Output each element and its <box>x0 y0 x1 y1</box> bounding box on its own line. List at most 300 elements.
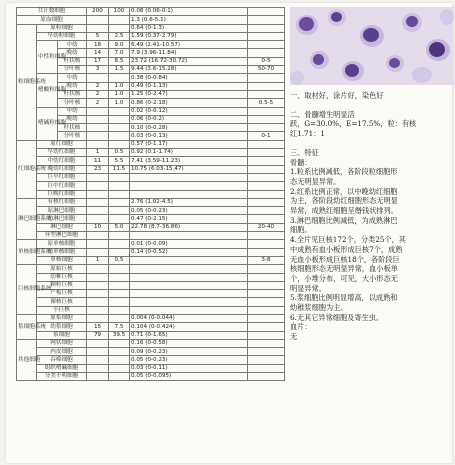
cell-name: 巨中红细胞 <box>37 182 87 190</box>
count-value: 79 <box>87 331 109 339</box>
cell-name: 幼单核细胞 <box>37 248 87 256</box>
percent-value: 0.5 <box>109 149 130 157</box>
reference-value <box>130 298 248 306</box>
count-value: 1 <box>87 149 109 157</box>
count-value: 23 <box>87 165 109 173</box>
reference-value: 0.06 (0-0.2) <box>130 115 248 123</box>
report-sheet <box>6 3 452 463</box>
reference-value: 0.86 (0-2.18) <box>130 99 248 107</box>
reference-value: 0.05 (0-0.23) <box>130 207 248 215</box>
note-line: 3.淋巴细胞比例减低，为成熟淋巴 <box>290 215 398 225</box>
note-line: 血片： <box>290 322 312 332</box>
reference-value: 7.9 (3.96-11.84) <box>130 49 248 57</box>
count-value: 11 <box>87 157 109 165</box>
reference-value: 10.75 (6.03-15.47) <box>130 165 248 173</box>
cell-name: 幼浆细胞 <box>37 323 87 331</box>
table-row <box>17 16 285 24</box>
count-value <box>87 140 109 148</box>
note-line: 二、骨髓增生明显活 <box>290 109 355 119</box>
cell-name: 分叶核 <box>58 99 87 107</box>
count-value: 1 <box>87 256 109 264</box>
count-value: 18 <box>87 41 109 49</box>
percent-value <box>109 132 130 140</box>
cell-name: 中幼 <box>58 74 87 82</box>
table-row <box>17 24 285 32</box>
percent-value: 1.0 <box>109 90 130 98</box>
cell-name: 共计数细胞 <box>17 8 87 16</box>
cell-name: 中幼红细胞 <box>37 157 87 165</box>
count-value <box>87 182 109 190</box>
reference-value: 0.03 (0-0.13) <box>130 132 248 140</box>
percent-value: 9.0 <box>109 41 130 49</box>
category-label: 其他细胞 <box>17 339 37 380</box>
percent-value <box>109 240 130 248</box>
percent-value: 5.0 <box>109 223 130 231</box>
table-row <box>17 373 285 381</box>
reference-value: 0.02 (0-0.12) <box>130 107 248 115</box>
count-value: 3 <box>87 66 109 74</box>
range-value <box>248 331 285 339</box>
percent-value: 11.5 <box>109 165 130 173</box>
note-line: 1.粒系比例减低，各阶段粒细胞形 <box>290 167 398 177</box>
range-value <box>248 124 285 132</box>
cell-name: 分叶核 <box>58 66 87 74</box>
range-value <box>248 165 285 173</box>
reference-value: 0.05 (0-0.095) <box>130 373 248 381</box>
range-value <box>248 157 285 165</box>
count-value <box>87 339 109 347</box>
count-value <box>87 207 109 215</box>
reference-value: 0.57 (0-1.17) <box>130 140 248 148</box>
count-value <box>87 290 109 298</box>
reference-value <box>130 273 248 281</box>
cell-name: 产板巨核 <box>37 290 87 298</box>
table-row <box>17 66 285 74</box>
range-value <box>248 248 285 256</box>
reference-value: 7.41 (3.59-11.23) <box>130 157 248 165</box>
cell-name: 晚幼 <box>58 115 87 123</box>
note-line: 态无明显异常。 <box>290 176 341 186</box>
table-row <box>17 215 285 223</box>
note-line: 一、取材好，涂片好，染色好 <box>290 91 384 100</box>
reference-value <box>130 265 248 273</box>
table-row <box>17 182 285 190</box>
note-line: 骨髓： <box>290 157 312 167</box>
table-row <box>17 157 285 165</box>
count-value: 10 <box>87 223 109 231</box>
percent-value <box>109 190 130 198</box>
reference-value: 6.49 (2.41-10.57) <box>130 41 248 49</box>
category-label: 红细胞系统 <box>17 140 37 198</box>
cell-name: 分叶核 <box>58 132 87 140</box>
reference-value: 0.47 (0-2.15) <box>130 215 248 223</box>
reference-value <box>130 190 248 198</box>
cell-name: 早幼粒细胞 <box>37 32 87 40</box>
count-value: 15 <box>87 323 109 331</box>
table-row <box>17 348 285 356</box>
range-value <box>248 149 285 157</box>
reference-value: 0.08 (0.06-0.1) <box>130 8 248 16</box>
note-line: 明显异常。 <box>290 283 326 293</box>
note-line: 为主，各阶段幼红细胞形态无明显 <box>290 196 398 206</box>
cell-name: 原粒细胞 <box>37 24 87 32</box>
percent-value <box>109 314 130 322</box>
percent-value <box>109 16 130 24</box>
range-value <box>248 281 285 289</box>
count-value <box>87 281 109 289</box>
table-row <box>17 306 285 314</box>
reference-value <box>130 290 248 298</box>
reference-value <box>130 182 248 190</box>
count-value <box>87 16 109 24</box>
percent-value: 100 <box>109 8 130 16</box>
reference-value <box>130 173 248 181</box>
range-value <box>248 356 285 364</box>
percent-value: 1.0 <box>109 99 130 107</box>
table-row <box>17 273 285 281</box>
count-value <box>87 215 109 223</box>
reference-value <box>130 256 248 264</box>
reference-value: 22.78 (8.7-36.86) <box>130 223 248 231</box>
range-value <box>248 41 285 49</box>
subcategory-label: 嗜酸粒细胞 <box>37 74 58 107</box>
percent-value <box>109 298 130 306</box>
percent-value <box>109 265 130 273</box>
report-right-panel <box>290 7 454 342</box>
count-value <box>87 132 109 140</box>
note-line: 幼稚浆细胞为主。 <box>290 303 348 313</box>
cell-name: 晚幼红细胞 <box>37 165 87 173</box>
table-row <box>17 74 285 82</box>
note-line: 5.浆细胞比例明显增高，以成熟和 <box>290 293 398 303</box>
table-row <box>17 323 285 331</box>
range-value: 3-8 <box>248 256 285 264</box>
table-row <box>17 165 285 173</box>
range-value <box>248 306 285 314</box>
range-value <box>248 90 285 98</box>
cell-name: 巨早红细胞 <box>37 173 87 181</box>
microscope-image <box>290 7 454 85</box>
reference-value <box>130 281 248 289</box>
table-row <box>17 149 285 157</box>
count-value <box>87 124 109 132</box>
cell-name: 杆状核 <box>58 124 87 132</box>
cell-name: 原浆细胞 <box>37 314 87 322</box>
count-value <box>87 314 109 322</box>
table-row <box>17 232 285 240</box>
percent-value <box>109 373 130 381</box>
percent-value <box>109 124 130 132</box>
table-row <box>17 339 285 347</box>
category-label: 巨核细胞系统 <box>17 265 37 315</box>
category-label: 浆细胞系统 <box>17 314 37 339</box>
reference-value: 1.25 (0-2.47) <box>130 90 248 98</box>
range-value: 50-70 <box>248 66 285 74</box>
count-value <box>87 232 109 240</box>
table-row <box>17 314 285 322</box>
reference-value: 0.16 (0-0.58) <box>130 339 248 347</box>
count-value <box>87 24 109 32</box>
reference-value: 0.92 (0.1-1.74) <box>130 149 248 157</box>
percent-value: 0.5 <box>109 256 130 264</box>
count-value <box>87 248 109 256</box>
range-value <box>248 32 285 40</box>
reference-value: 0.71 (0-1.65) <box>130 331 248 339</box>
cell-name: 中幼 <box>58 41 87 49</box>
cell-name: 吞噬细胞 <box>37 356 87 364</box>
reference-value: 2.76 (1.02-4.5) <box>130 198 248 206</box>
percent-value <box>109 273 130 281</box>
range-value <box>248 198 285 206</box>
percent-value <box>109 306 130 314</box>
percent-value: 7.5 <box>109 323 130 331</box>
percent-value <box>109 140 130 148</box>
cell-name: 浆细胞 <box>37 331 87 339</box>
range-value <box>248 24 285 32</box>
reference-value: 0.10 (0-0.28) <box>130 124 248 132</box>
count-value: 5 <box>87 32 109 40</box>
cell-name: 晚幼 <box>58 49 87 57</box>
range-value <box>248 348 285 356</box>
count-value <box>87 74 109 82</box>
table-row <box>17 223 285 231</box>
percent-value <box>109 356 130 364</box>
reference-value: 0.14 (0-0.52) <box>130 248 248 256</box>
range-value <box>248 314 285 322</box>
count-value: 200 <box>87 8 109 16</box>
count-value <box>87 240 109 248</box>
reference-value: 0.004 (0-0.044) <box>130 314 248 322</box>
note-line: 异常，成熟红细胞呈缗钱状排列。 <box>290 206 398 216</box>
note-line: 无 <box>290 332 298 342</box>
range-value <box>248 8 285 16</box>
cell-name: 原单核细胞 <box>37 240 87 248</box>
count-value <box>87 373 109 381</box>
note-line: 红1.71：1 <box>290 129 325 139</box>
count-value <box>87 298 109 306</box>
note-line: 个，小堆分布，可见，大小形态无 <box>290 273 398 283</box>
count-value <box>87 306 109 314</box>
table-row <box>17 256 285 264</box>
count-value: 14 <box>87 49 109 57</box>
table-row <box>17 198 285 206</box>
percent-value: 2.5 <box>109 32 130 40</box>
table-row <box>17 364 285 372</box>
table-row <box>17 356 285 364</box>
range-value <box>248 49 285 57</box>
cell-name: 分类不明细胞 <box>37 373 87 381</box>
cell-name: 幼稚巨核 <box>37 273 87 281</box>
percent-value: 1.0 <box>109 82 130 90</box>
table-row <box>17 140 285 148</box>
cell-name: 内皮细胞 <box>37 348 87 356</box>
category-label: 淋巴细胞系统 <box>17 198 37 239</box>
range-value <box>248 373 285 381</box>
table-row <box>17 173 285 181</box>
subcategory-label: 嗜碱粒细胞 <box>37 107 58 140</box>
reference-value: 23.72 (16.72-30.72) <box>130 57 248 65</box>
table-row <box>17 99 285 107</box>
range-value <box>248 265 285 273</box>
cell-name: 单核细胞 <box>37 256 87 264</box>
range-value <box>248 140 285 148</box>
percent-value <box>109 248 130 256</box>
note-line: 无血小板形成巨核18个，各阶段巨 <box>290 254 400 264</box>
count-value <box>87 364 109 372</box>
range-value <box>248 339 285 347</box>
cell-name: 晚幼 <box>58 82 87 90</box>
cell-name: 颗粒巨核 <box>37 281 87 289</box>
range-value <box>248 290 285 298</box>
range-value: 0-5 <box>248 57 285 65</box>
count-value <box>87 265 109 273</box>
table-row <box>17 207 285 215</box>
note-line: 核细胞形态无明显异常，血小板单 <box>290 264 398 274</box>
range-value <box>248 207 285 215</box>
reference-value: 0.49 (0-1.13) <box>130 82 248 90</box>
percent-value <box>109 24 130 32</box>
range-value <box>248 190 285 198</box>
reference-value: 0.05 (0-0.23) <box>130 356 248 364</box>
diagnosis-notes <box>290 91 454 342</box>
percent-value <box>109 364 130 372</box>
reference-value: 0.38 (0-0.84) <box>130 74 248 82</box>
note-line: 跃，G=30.0%，E=17.5%，粒：有核 <box>290 119 417 129</box>
category-label: 单核细胞系统 <box>17 240 37 265</box>
range-value <box>248 273 285 281</box>
table-row <box>17 32 285 40</box>
cell-name: 组织嗜碱细胞 <box>37 364 87 372</box>
range-value <box>248 215 285 223</box>
table-row <box>17 248 285 256</box>
percent-value <box>109 74 130 82</box>
range-value <box>248 364 285 372</box>
cell-name: 巨晚红细胞 <box>37 190 87 198</box>
count-value <box>87 107 109 115</box>
cell-name: 有核红细胞 <box>37 198 87 206</box>
count-value <box>87 348 109 356</box>
reference-value: 0.01 (0-0.09) <box>130 240 248 248</box>
count-value <box>87 198 109 206</box>
cell-name: 杆状核 <box>58 57 87 65</box>
percent-value <box>109 173 130 181</box>
count-value: 2 <box>87 82 109 90</box>
count-value <box>87 273 109 281</box>
percent-value: 7.0 <box>109 49 130 57</box>
reference-value: 1.59 (0.37-2.79) <box>130 32 248 40</box>
count-value <box>87 356 109 364</box>
category-label: 粒细胞系统 <box>17 24 37 140</box>
percent-value <box>109 232 130 240</box>
range-value <box>248 173 285 181</box>
count-value: 2 <box>87 90 109 98</box>
percent-value <box>109 215 130 223</box>
cell-name: 幼淋巴细胞 <box>37 215 87 223</box>
reference-value: 0.64 (0-1.3) <box>130 24 248 32</box>
reference-value: 9.44 (3.6-15.28) <box>130 66 248 74</box>
note-line: 三、特征 <box>290 147 319 157</box>
percent-value <box>109 198 130 206</box>
reference-value: 0.03 (0-0.11) <box>130 364 248 372</box>
cell-name: 中幼 <box>58 107 87 115</box>
note-line: 细胞。 <box>290 225 312 235</box>
cell-name: 早幼红细胞 <box>37 149 87 157</box>
table-row <box>17 8 285 16</box>
table-row <box>17 240 285 248</box>
range-value <box>248 82 285 90</box>
count-value <box>87 190 109 198</box>
note-line: 6.无其它异常细胞及寄生虫。 <box>290 312 384 322</box>
table-row <box>17 265 285 273</box>
cell-name: 原始巨核 <box>37 265 87 273</box>
percent-value: 39.5 <box>109 331 130 339</box>
table-row <box>17 41 285 49</box>
cell-name: 原血细胞 <box>17 16 87 24</box>
reference-value <box>130 306 248 314</box>
cell-name: 裸核巨核 <box>37 298 87 306</box>
range-value <box>248 16 285 24</box>
reference-value: 0.09 (0-0.23) <box>130 348 248 356</box>
table-row <box>17 331 285 339</box>
cell-name: 原淋巴细胞 <box>37 207 87 215</box>
percent-value <box>109 290 130 298</box>
range-value <box>248 115 285 123</box>
percent-value <box>109 182 130 190</box>
count-value: 17 <box>87 57 109 65</box>
table-row <box>17 107 285 115</box>
range-value: 0.5-5 <box>248 99 285 107</box>
range-value <box>248 298 285 306</box>
cell-name: 淋巴细胞 <box>37 223 87 231</box>
table-row <box>17 132 285 140</box>
table-row <box>17 190 285 198</box>
bone-marrow-cell-table <box>16 7 285 381</box>
reference-value <box>130 232 248 240</box>
cell-name: 异型淋巴细胞 <box>37 232 87 240</box>
range-value <box>248 74 285 82</box>
percent-value <box>109 207 130 215</box>
subcategory-label: 中性粒细胞 <box>37 41 58 74</box>
reference-value: 0.104 (0-0.424) <box>130 323 248 331</box>
count-value <box>87 115 109 123</box>
percent-value: 5.5 <box>109 157 130 165</box>
count-value: 2 <box>87 99 109 107</box>
table-row <box>17 281 285 289</box>
note-line: 2.红系比例正常，以中晚幼红细胞 <box>290 186 398 196</box>
percent-value <box>109 281 130 289</box>
range-value <box>248 232 285 240</box>
percent-value <box>109 107 130 115</box>
percent-value: 8.5 <box>109 57 130 65</box>
percent-value: 1.5 <box>109 66 130 74</box>
range-value <box>248 107 285 115</box>
range-value: 0-1 <box>248 132 285 140</box>
table-row <box>17 298 285 306</box>
range-value <box>248 182 285 190</box>
cell-name: 小巨核 <box>37 306 87 314</box>
cell-name: 网状细胞 <box>37 339 87 347</box>
percent-value <box>109 339 130 347</box>
range-value <box>248 240 285 248</box>
percent-value <box>109 348 130 356</box>
percent-value <box>109 115 130 123</box>
cell-name: 原红细胞 <box>37 140 87 148</box>
range-value: 20-40 <box>248 223 285 231</box>
table-row <box>17 290 285 298</box>
count-value <box>87 173 109 181</box>
cell-name: 杆状核 <box>58 90 87 98</box>
note-line: 4.全片见巨核172个，分类25个，其 <box>290 235 406 245</box>
